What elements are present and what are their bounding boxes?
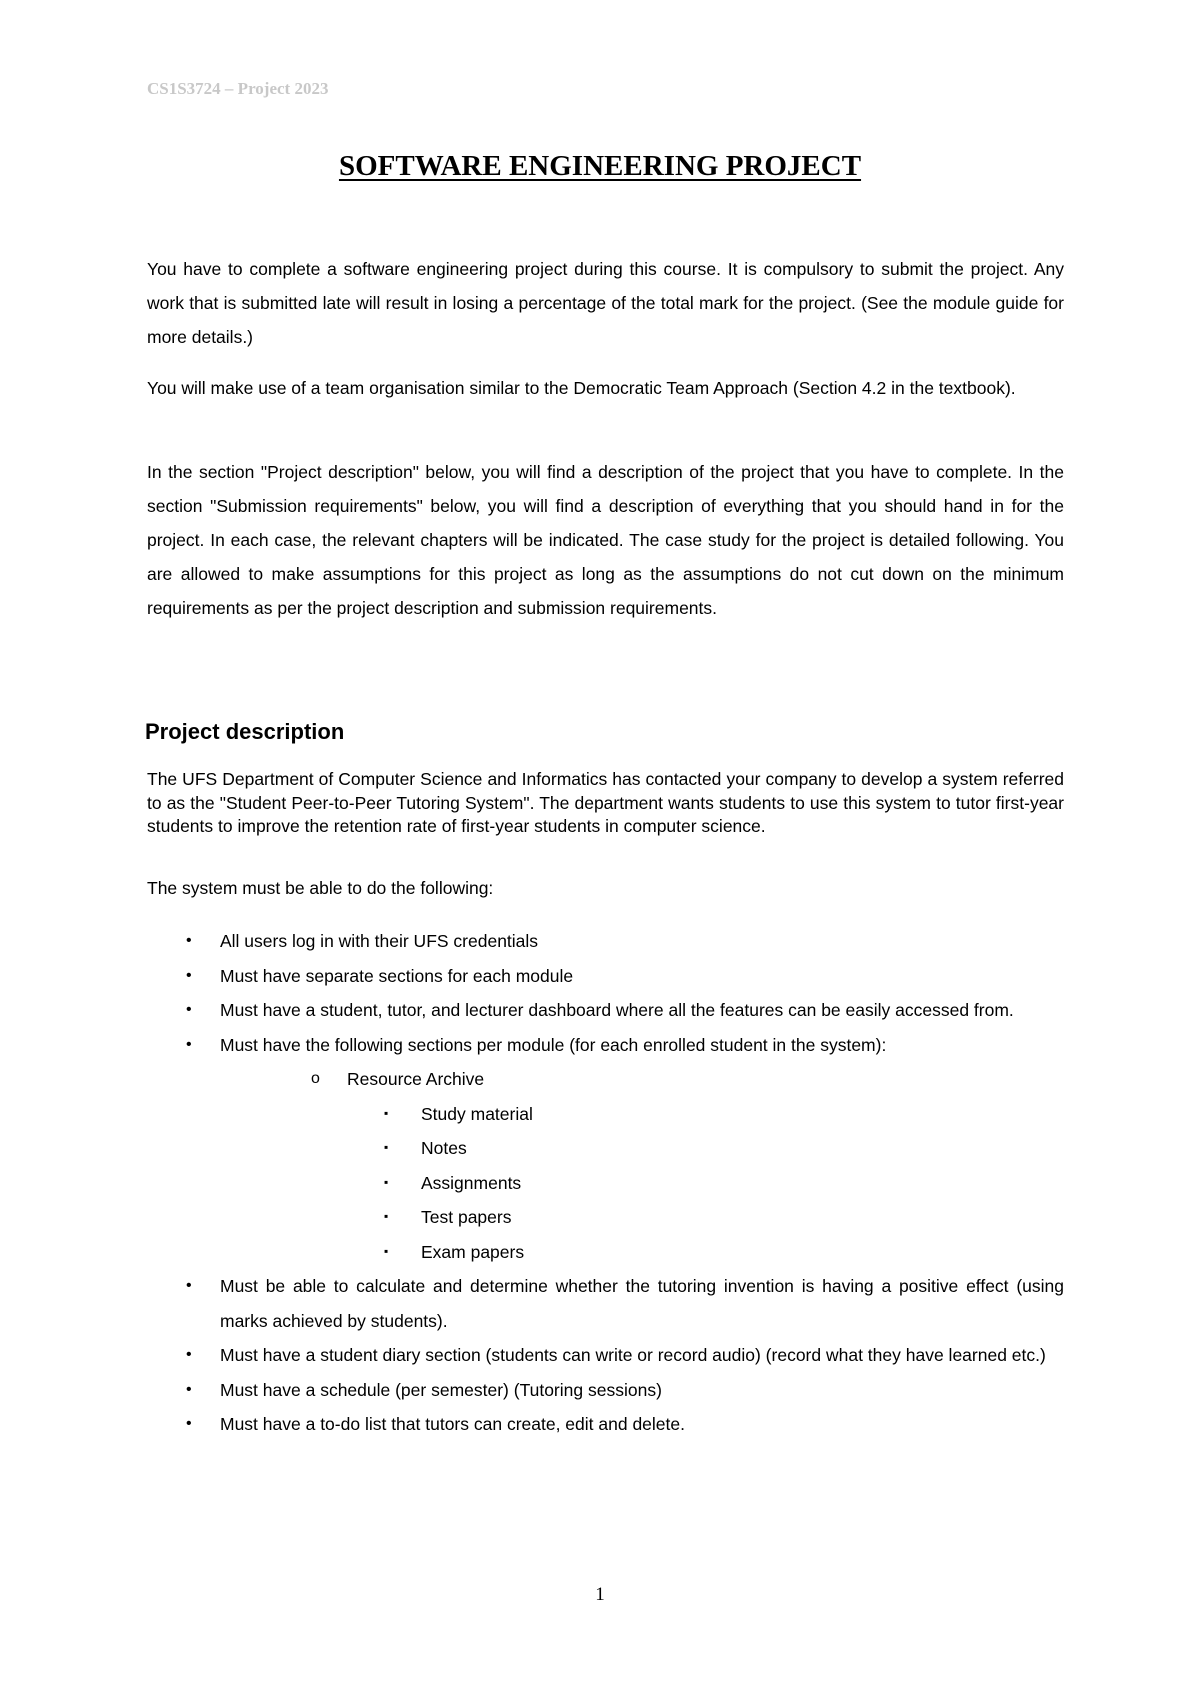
intro-paragraph-1: You have to complete a software engineering project during this course. It is compulsory to submit the project. Any work that is submitted late will result in losing a percentage of the total mark for the project. (See the module guide for more details.): [147, 259, 1064, 347]
bullet-icon: •: [186, 1415, 192, 1432]
intro-paragraph-2: You will make use of a team organisation similar to the Democratic Team Approach (Section 4.2 in the textbook).: [147, 378, 1016, 398]
square-bullet-icon: ▪: [384, 1105, 389, 1120]
bullet-icon: •: [186, 966, 192, 984]
bullet-icon: •: [186, 1346, 192, 1363]
sub-list-item: [0, 1062, 1064, 1097]
bullet-icon: •: [186, 1380, 192, 1398]
sub-sub-list-item: [0, 1131, 1064, 1166]
square-bullet-icon: ▪: [384, 1209, 389, 1223]
list-item-text: Must have a student, tutor, and lecturer dashboard where all the features can be easily accessed from.: [220, 1000, 1014, 1020]
section-heading-project-description: Project description: [145, 719, 345, 744]
requirements-list: [0, 924, 1200, 1442]
sub-sub-list-item: [0, 1166, 1064, 1201]
sub-sub-list-item: [0, 1097, 1064, 1132]
bullet-icon: •: [186, 932, 192, 949]
list-item: [0, 959, 1064, 994]
sub-sub-list-item-text: Assignments: [421, 1172, 522, 1193]
bullet-icon: •: [186, 1035, 192, 1053]
list-item: [0, 993, 1064, 1028]
square-bullet-icon: ▪: [384, 1243, 389, 1258]
sub-sub-list-item-text: Test papers: [421, 1207, 512, 1227]
list-item-text: Must have a to-do list that tutors can create, edit and delete.: [220, 1414, 685, 1434]
project-description-paragraph: The UFS Department of Computer Science and Informatics has contacted your company to develop a system referred to as the "Student Peer-to-Peer Tutoring System". The department wants students to use this system to tutor first-year students to improve the retention rate of first-year students in computer science.: [147, 769, 1064, 836]
square-bullet-icon: ▪: [384, 1174, 389, 1189]
circle-bullet-icon: o: [311, 1070, 320, 1087]
list-item: [0, 1407, 1064, 1442]
bullet-icon: •: [186, 1001, 192, 1018]
list-item-text: Must be able to calculate and determine whether the tutoring invention is having a positive effect (using marks achieved by students).: [220, 1276, 1064, 1331]
list-item-text: Must have the following sections per module (for each enrolled student in the system):: [220, 1034, 887, 1055]
requirements-lead-in: The system must be able to do the following:: [147, 878, 494, 898]
list-item: [0, 1373, 1064, 1408]
list-item-text: Must have a schedule (per semester) (Tutoring sessions): [220, 1379, 662, 1400]
square-bullet-icon: ▪: [384, 1140, 389, 1154]
sub-sub-list-item-text: Exam papers: [421, 1241, 525, 1262]
document-title: SOFTWARE ENGINEERING PROJECT: [338, 150, 862, 182]
list-item: [0, 1269, 1064, 1338]
sub-sub-list-item-text: Study material: [421, 1103, 533, 1124]
sub-sub-list-item-text: Notes: [421, 1138, 467, 1158]
running-header: CS1S3724 – Project 2023: [147, 79, 329, 98]
list-item-text: All users log in with their UFS credentials: [220, 931, 539, 951]
sub-list-item-text: Resource Archive: [347, 1069, 485, 1089]
page-number: 1: [595, 1584, 605, 1605]
intro-paragraph-3: In the section "Project description" below, you will find a description of the project that you have to complete. In the section "Submission requirements" below, you will find a description of everything that you should hand in for the project. In each case, the relevant chapters will be indicated. The case study for the project is detailed following. You are allowed to make assumptions for this project as long as the assumptions do not cut down on the minimum requirements as per the project description and submission requirements.: [147, 462, 1064, 618]
bullet-icon: •: [186, 1277, 192, 1294]
list-item: [0, 1028, 1064, 1063]
sub-sub-list-item: [0, 1200, 1064, 1235]
list-item: [0, 1338, 1064, 1373]
list-item: [0, 924, 1064, 959]
list-item-text: Must have a student diary section (students can write or record audio) (record what they have learned etc.): [220, 1345, 1046, 1365]
list-item-text: Must have separate sections for each module: [220, 965, 574, 986]
sub-sub-list-item: [0, 1235, 1064, 1270]
